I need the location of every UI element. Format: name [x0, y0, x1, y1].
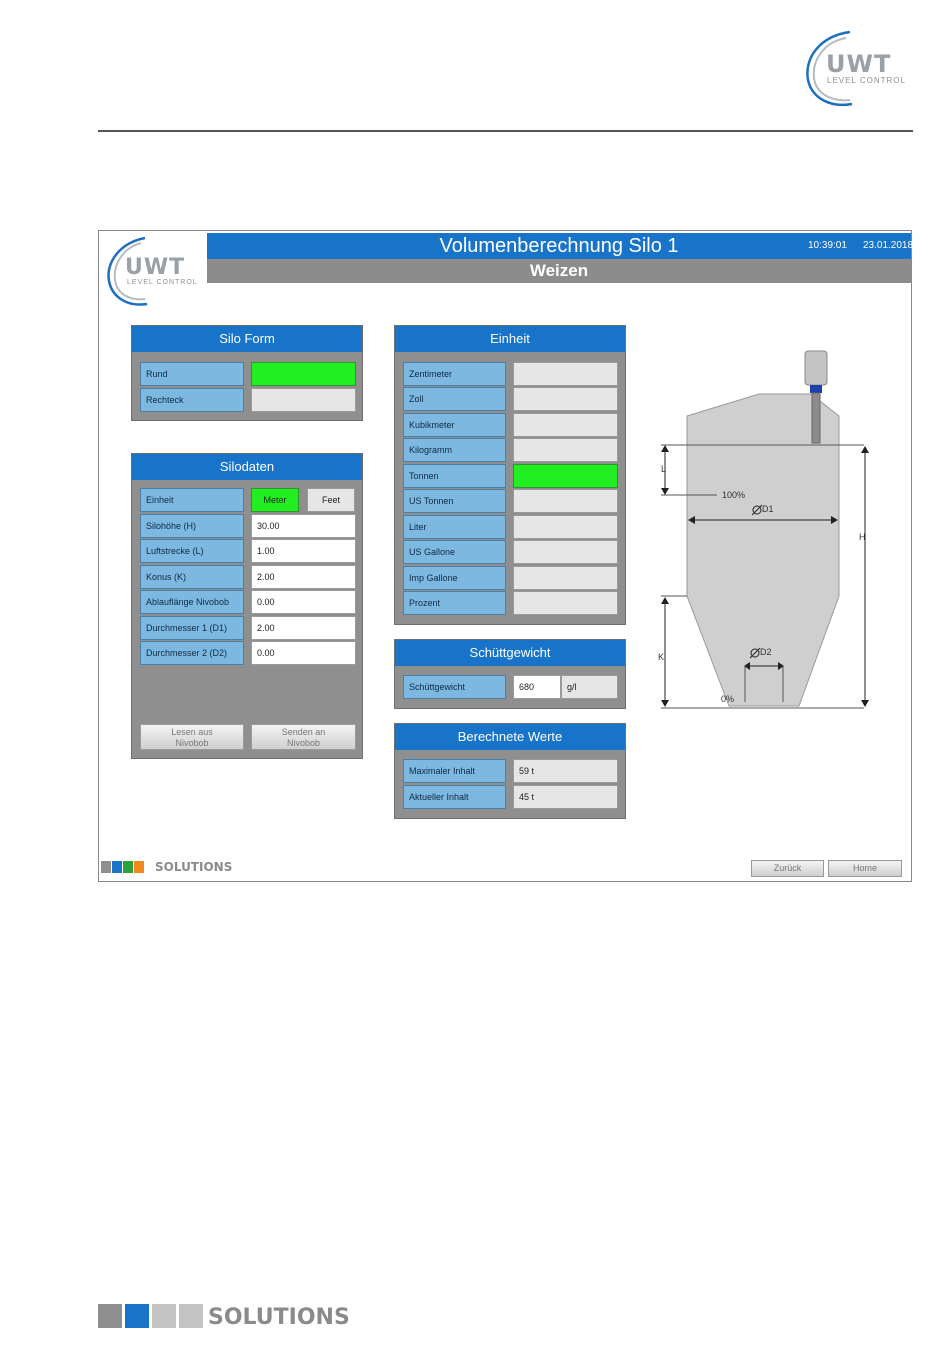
- einheit-option-label: Zoll: [403, 387, 506, 411]
- einheit-option-label: Zentimeter: [403, 362, 506, 386]
- unit-feet-button[interactable]: Feet: [307, 488, 355, 512]
- silo-form-round-toggle[interactable]: [251, 362, 356, 386]
- max-content-value: 59 t: [513, 759, 618, 783]
- back-button[interactable]: Zurück: [751, 860, 824, 877]
- einheit-option-label: Imp Gallone: [403, 566, 506, 590]
- header-rule: [98, 130, 913, 132]
- silodaten-row-label: Durchmesser 1 (D1): [140, 616, 244, 640]
- sensor-band: [810, 385, 822, 393]
- label-h: H: [859, 532, 866, 542]
- screen-solutions-logo: [101, 861, 261, 877]
- silodaten-row-label: Silohöhe (H): [140, 514, 244, 538]
- einheit-title: Einheit: [395, 326, 625, 352]
- page-logo: [800, 28, 915, 108]
- schuettgewicht-title: Schüttgewicht: [395, 640, 625, 666]
- schuettgewicht-label: Schüttgewicht: [403, 675, 506, 699]
- hmi-screen: [98, 230, 912, 882]
- send-to-nivobob-button[interactable]: Senden an Nivobob: [251, 724, 356, 750]
- einheit-panel: [394, 325, 626, 625]
- home-button[interactable]: Home: [828, 860, 902, 877]
- einheit-option-label: US Gallone: [403, 540, 506, 564]
- label-0-percent: 0%: [721, 694, 735, 704]
- silo-form-option-label: Rund: [140, 362, 244, 386]
- einheit-option-label: US Tonnen: [403, 489, 506, 513]
- unit-cm-toggle[interactable]: [513, 362, 618, 386]
- unit-label: Einheit: [140, 488, 244, 512]
- page-solutions-text: SOLUTIONS: [208, 1305, 350, 1330]
- einheit-option-label: Kilogramm: [403, 438, 506, 462]
- page-logo-brand: UWT: [826, 50, 892, 78]
- title-bar: [207, 233, 914, 259]
- berechnete-werte-title: Berechnete Werte: [395, 724, 625, 750]
- silo-drawing: [649, 346, 884, 716]
- silo-form-rect-toggle[interactable]: [251, 388, 356, 412]
- berechnete-werte-label: Maximaler Inhalt: [403, 759, 506, 783]
- schuettgewicht-panel: [394, 639, 626, 709]
- berechnete-werte-label: Aktueller Inhalt: [403, 785, 506, 809]
- label-d1: D1: [762, 504, 774, 514]
- silo-form-panel: [131, 325, 363, 421]
- silo-form-option-label: Rechteck: [140, 388, 244, 412]
- label-100-percent: 100%: [722, 490, 746, 500]
- einheit-option-label: Prozent: [403, 591, 506, 615]
- label-k: K: [658, 652, 665, 662]
- silodaten-row-label: Durchmesser 2 (D2): [140, 641, 244, 665]
- label-l: L: [661, 464, 667, 474]
- unit-percent-toggle[interactable]: [513, 591, 618, 615]
- silodaten-panel: [131, 453, 363, 759]
- read-from-nivobob-button[interactable]: Lesen aus Nivobob: [140, 724, 244, 750]
- screen-logo-brand: UWT: [125, 255, 186, 280]
- diameter1-input[interactable]: 2.00: [251, 616, 356, 640]
- silodaten-row-label: Ablauflänge Nivobob: [140, 590, 244, 614]
- page-logo-tagline: LEVEL CONTROL: [827, 76, 906, 85]
- einheit-option-label: Liter: [403, 515, 506, 539]
- unit-liter-toggle[interactable]: [513, 515, 618, 539]
- berechnete-werte-panel: [394, 723, 626, 819]
- diameter2-input[interactable]: 0.00: [251, 641, 356, 665]
- silodaten-row-label: Luftstrecke (L): [140, 539, 244, 563]
- einheit-option-label: Tonnen: [403, 464, 506, 488]
- air-gap-input[interactable]: 1.00: [251, 539, 356, 563]
- unit-meter-button[interactable]: Meter: [251, 488, 299, 512]
- sensor-head: [805, 351, 827, 385]
- einheit-option-label: Kubikmeter: [403, 413, 506, 437]
- unit-inch-toggle[interactable]: [513, 387, 618, 411]
- clock-time: 10:39:01: [808, 240, 847, 251]
- screen-title: Volumenberechnung Silo 1: [439, 235, 679, 257]
- bulk-density-unit: g/l: [561, 675, 618, 699]
- screen-solutions-text: SOLUTIONS: [155, 860, 233, 874]
- drop-length-input[interactable]: 0.00: [251, 590, 356, 614]
- screen-logo-tagline: LEVEL CONTROL: [127, 279, 198, 286]
- unit-m3-toggle[interactable]: [513, 413, 618, 437]
- silo-height-input[interactable]: 30.00: [251, 514, 356, 538]
- page-solutions-logo: [98, 1304, 418, 1332]
- unit-us-tons-toggle[interactable]: [513, 489, 618, 513]
- silodaten-row-label: Konus (K): [140, 565, 244, 589]
- label-d2: D2: [760, 647, 772, 657]
- silo-diagram: [649, 346, 884, 716]
- silo-form-title: Silo Form: [132, 326, 362, 352]
- silodaten-title: Silodaten: [132, 454, 362, 480]
- product-name: Weizen: [207, 259, 911, 283]
- unit-tonnes-toggle[interactable]: [513, 464, 618, 488]
- unit-imp-gallon-toggle[interactable]: [513, 566, 618, 590]
- unit-kg-toggle[interactable]: [513, 438, 618, 462]
- current-content-value: 45 t: [513, 785, 618, 809]
- unit-us-gallon-toggle[interactable]: [513, 540, 618, 564]
- cone-input[interactable]: 2.00: [251, 565, 356, 589]
- clock-date: 23.01.2018: [863, 240, 914, 251]
- bulk-density-input[interactable]: 680: [513, 675, 561, 699]
- screen-logo: [103, 235, 203, 307]
- sensor-probe: [812, 393, 820, 443]
